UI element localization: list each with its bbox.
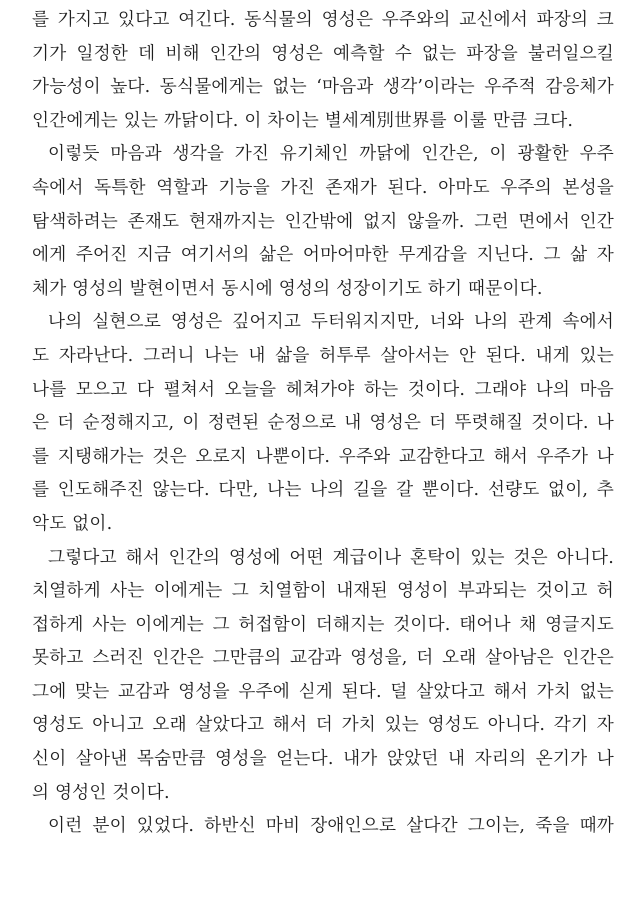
text-line: 치열하게 사는 이에게는 그 치열함이 내재된 영성이 부과되는 것이고 허 <box>32 581 614 602</box>
text-line: 를 가지고 있다고 여긴다. 동식물의 영성은 우주와의 교신에서 파장의 크 <box>32 10 614 30</box>
text-line: 못하고 스러진 인간은 그만큼의 교감과 영성을, 더 오래 살아남은 인간은 <box>32 648 614 669</box>
text-line: 가능성이 높다. 동식물에게는 없는 ‘마음과 생각’이라는 우주적 감응체가 <box>32 77 614 98</box>
text-line: 를 인도해주진 않는다. 다만, 나는 나의 길을 갈 뿐이다. 선량도 없이, 추 <box>32 480 614 501</box>
text-line: 악도 없이. <box>32 513 113 534</box>
text-line: 탐색하려는 존재도 현재까지는 인간밖에 없지 않을까. 그런 면에서 인간 <box>32 211 614 232</box>
text-line: 신이 살아낸 목숨만큼 영성을 얻는다. 내가 앉았던 내 자리의 온기가 나 <box>32 749 614 770</box>
text-line: 접하게 사는 이에게는 그 허접함이 더해지는 것이다. 태어나 채 영글지도 <box>32 614 614 635</box>
text-line: 인간에게는 있는 까닭이다. 이 차이는 별세계別世界를 이룰 만큼 크다. <box>32 110 574 131</box>
text-line: 속에서 독특한 역할과 기능을 가진 존재가 된다. 아마도 우주의 본성을 <box>32 177 614 198</box>
paragraph-start-line: 이렇듯 마음과 생각을 가진 유기체인 까닭에 인간은, 이 광활한 우주 <box>48 144 614 165</box>
text-line: 에게 주어진 지금 여기서의 삶은 어마어마한 무게감을 지닌다. 그 삶 자 <box>32 245 614 266</box>
paragraph-start-line: 이런 분이 있었다. 하반신 마비 장애인으로 살다간 그이는, 죽을 때까 <box>48 816 614 837</box>
text-line: 도 자라난다. 그러니 나는 내 삶을 허투루 살아서는 안 된다. 내게 있는 <box>32 345 614 366</box>
text-line: 기가 일정한 데 비해 인간의 영성은 예측할 수 없는 파장을 불러일으킬 <box>32 43 614 64</box>
text-line: 의 영성인 것이다. <box>32 782 170 803</box>
paragraph-start-line: 나의 실현으로 영성은 깊어지고 두터워지지만, 너와 나의 관계 속에서 <box>48 312 614 333</box>
text-line: 영성도 아니고 오래 살았다고 해서 더 가치 있는 영성도 아니다. 각기 자 <box>32 715 614 736</box>
text-line: 나를 모으고 다 펼쳐서 오늘을 헤쳐가야 하는 것이다. 그래야 나의 마음 <box>32 379 614 400</box>
text-line: 은 더 순정해지고, 이 정련된 순정으로 내 영성은 더 뚜렷해질 것이다. 나 <box>32 413 614 434</box>
text-line: 체가 영성의 발현이면서 동시에 영성의 성장이기도 하기 때문이다. <box>32 278 543 299</box>
paragraph-start-line: 그렇다고 해서 인간의 영성에 어떤 계급이나 혼탁이 있는 것은 아니다. <box>48 547 614 568</box>
text-line: 를 지탱해가는 것은 오로지 나뿐이다. 우주와 교감한다고 해서 우주가 나 <box>32 446 614 467</box>
text-line: 그에 맞는 교감과 영성을 우주에 싣게 된다. 덜 살았다고 해서 가치 없는 <box>32 681 614 702</box>
